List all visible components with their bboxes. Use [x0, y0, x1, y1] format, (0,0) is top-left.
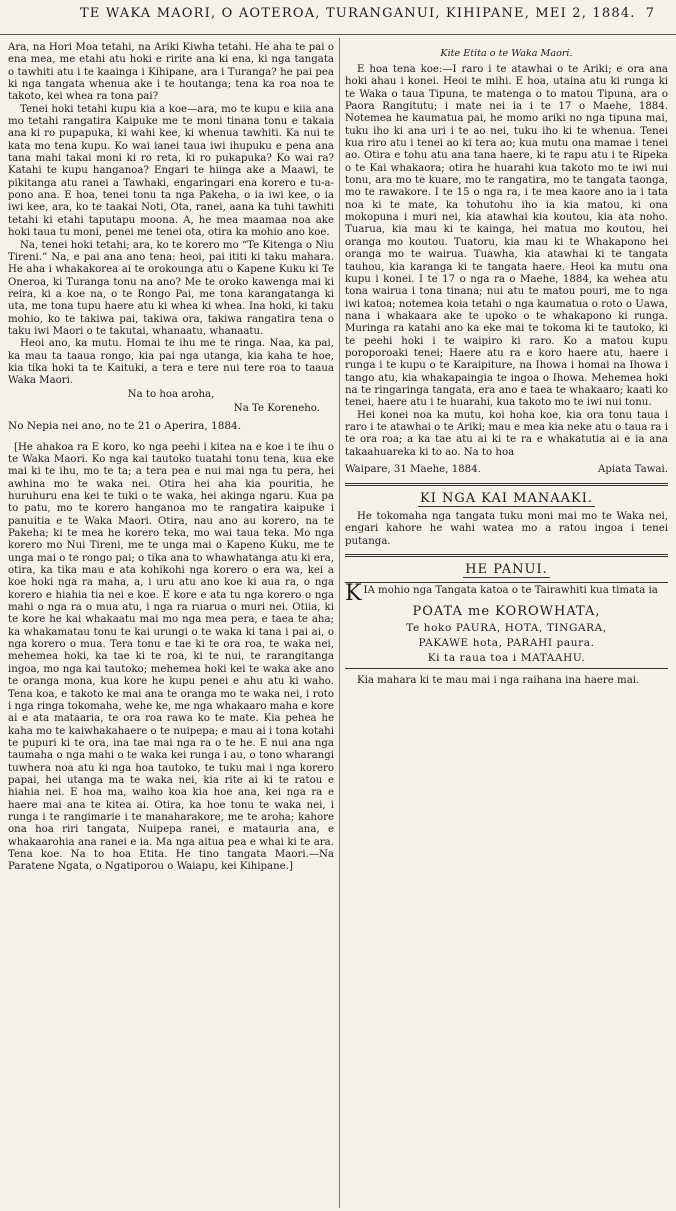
letter-paragraph: E hoa tena koe:—I raro i te atawhai o te Ariki; e ora ana hoki ahau i konei. Heoi te mihi. E hoa, utaina atu ki runga ki te Waka o taua Tipuna, te matenga o to matou Tipuna, ara o Paora Rangitutu; i mate nei ia i te 17 o Maehe, 1884. Notemea he kaumatua pai, he momo ariki no nga tipuna mai, tuku iho ki ana uri i te ao nei, tuku iho ki te whenua. Tenei kua riro atu i tenei ao ki tera ao; kua mutu ona mamae i tenei ao. Otira e tohu atu ana tana haere, ki te rapu atu i te Ripeka o te Kai whakaora; otira he huarahi kua takoto mo te iwi nui tonu, ara mo te kuare, mo te rangatira, mo te tangata taonga, mo te rawakore. I te 15 o nga ra, i te mea kaore ano ia i tata noa ki te mate, ka tohutohu iho ia kia matou, ki ona mokopuna i muri nei, kia atawhai kia koutou, kia ata noho. Tuarua, kia mau ki te kainga, hei matua mo koutou, hei oranga mo koutou. Tuatoru, kia mau ki te Whakapono hei oranga mo te wairua. Tuawha, kia atawhai ki te tangata tauhou, kia karanga ki te tangata haere. Heoi ka mutu ona kupu i konei. I te 17 o nga ra o Maehe, 1884, ka wehea atu tona wairua i tona tinana; nui atu te matou pouri, me to nga iwi katoa; notemea koia tetahi o nga kaumatua o roto o Uawa, nana i whakaara ake te upoko o te whakapono ki runga. Muringa ra katahi ano ka eke mai te tokoma ki te tautoko, ki te peehi hoki i te waipiro ki raro. Ko a matou kupu poroporoaki tenei; Haere atu ra e koro haere atu, haere i runga i te kupu o te Karaipiture, na Ihowa i homai na Ihowa i tango atu, kia whakapaingia te ingoa o Ihowa. Mehemea hoki na te ringaringa tangata, era ano e taea te whakaaro; kaati ko tenei, haere atu i te huarahi, kua takoto mo te iwi nui tonu. — [345, 64, 668, 409]
newspaper-title: TE WAKA MAORI, O AOTEROA, TURANGANUI, KIHIPANE, MEI 2, 1884. — [80, 6, 636, 21]
notice-kai-manaaki — [345, 490, 668, 548]
letter-tawai — [345, 64, 668, 477]
editor-note — [8, 442, 334, 874]
letter-koreneho — [8, 42, 334, 434]
left-column — [8, 42, 334, 1207]
advertisement-box — [345, 582, 668, 669]
letter-heading: Kite Etita o te Waka Maori. — [440, 48, 573, 59]
letter-signature: Na Te Koreneho. — [233, 402, 320, 414]
letter-paragraph: Tenei hoki tetahi kupu kia a koe—ara, mo te kupu e kiia ana mo tetahi rangatira Kaipuke me te moni tinana tonu e takaia ana ki ro pupapuka, ki wahi kee, ki whenua tawhiti. Ka nui te kata mo tena kupu. Ko wai ianei taua iwi ihupuku e pena ana tana mahi takai moni ki ro reta, ki ro pukapuka? Ko wai ra? Katahi te kupu hanganoa? Engari te hiinga ake a Maawi, te pikitanga atu ranei a Tawhaki, engaringari ena korero e tu-a-pono ana. E hoa, tenei tonu ta nga Pakeha, o ia iwi kee, o ia iwi kee, ara, ko te taakai Noti, Ota, ranei, aana ka tuhi tawhiti tetahi ki etahi taputapu moona. A, he mea maamaa noa ake hoki taua tu moni, penei me tenei ota, otira ka mohio ano koe. — [8, 103, 334, 239]
drop-cap: K — [345, 581, 362, 607]
ad-intro: IA mohio nga Tangata katoa o te Tairawhiti kua timata ia — [363, 585, 658, 597]
notice-body: He tokomaha nga tangata tuku moni mai mo te Waka nei, engari kahore he wahi watea mo a ratou ingoa i tenei putanga. — [345, 511, 668, 547]
letter-dateline: No Nepia nei ano, no te 21 o Aperira, 1884. — [8, 419, 242, 432]
notice-he-panui — [345, 561, 668, 687]
letter-paragraph: Heoi ano, ka mutu. Homai te ihu me te ringa. Naa, ka pai, ka mau ta taaua rongo, kia pai nga utanga, kia kaha te hoe, kia tika hoki ta te Kaituki, a tera e tere nui tere roa to taaua Waka Maori. — [8, 338, 334, 387]
letter-dateline: Waipare, 31 Maehe, 1884. — [345, 464, 481, 475]
page-number: 7 — [645, 6, 654, 21]
right-column — [345, 42, 668, 1207]
column-divider — [339, 38, 340, 1208]
letter-paragraph: Na, tenei hoki tetahi; ara, ko te korero mo “Te Kitenga o Niu Tireni.” Na, e pai ana ano tena: heoi, pai ititi ki taku mahara. He aha i whakakorea ai te orokounga atu o Kapene Kuku ki Te Oneroa, ki Turanga tonu na ano? Me te oroko kawenga mai ki reira, ki a koe na, o te Rongo Pai, me tona karangatanga ki uta, me tona tupu haere atu ki whea ki whea. Ina hoki, ki taku mohio, ko te takiwa pai, takiwa ora, takiwa rangatira tena o taku iwi Maori o te takutai, whanaatu, whanaatu. — [8, 239, 334, 337]
ad-merchants: POATA me KOROWHATA, — [412, 604, 601, 620]
notice-heading: KI NGA KAI MANAAKI. — [420, 491, 593, 506]
masthead — [0, 0, 676, 35]
ad-store-line: Ki ta raua toa i MATAAHU. — [427, 652, 586, 665]
section-rule — [345, 483, 668, 486]
letter-paragraph: Ara, na Hori Moa tetahi, na Ariki Kiwha tetahi. He aha te pai o ena mea, me etahi atu hoki e ririte ana ki ena, ki nga tangata o tawhiti atu i te kaainga i Kihipane, ara i Turanga? he pai pea ki nga tangata whenua ake i te houtanga; tena ka roa noa te takoto, kei whea ra tona pai? — [8, 42, 334, 103]
editor-note-paragraph: [He ahakoa ra E koro, ko nga peehi i kitea na e koe i te ihu o te Waka Maori. Ko nga kai tautoko tuatahi tonu tena, kua eke mai ki te ihu, mo te ta; a tera pea e nui mai nga tu pera, hei awhina mo te waka nei. Otira hei aha kia pouritia, he huruhuru ena kei te tuki o te waka, hei akinga ngaru. Kua pa to patu, mo te korero hanganoa mo te rangatira kaipuke i panuitia e te Waka Maori. Otira, nau ano au korero, na te Pakeha; ki te mea he korero teka, mo wai taua teka. Mo nga korero mo Nui Tireni, me te unga mai o Kapeno Kuku, me te unga mai o te rongo pai; o tika ana to whawhatanga atu ki era, otira, ka tika mau e ata kohikohi nga korero o era wa, kei a koe hoki nga ra maha, a, i uru atu ano koe ki aua ra, o nga korero e hiahia tia nei e koe. E kore e ata tu nga korero o nga mahi o nga ra o mua atu, i nga ra ruarua o muri nei. Otiia, ki te kore he kai whakaatu mai mo nga mea pera, e taea te aha; ka whakamatau tonu te kai urungi o te waka ki tana i pai ai, o nga korero o mua. Tera tonu e tae ki te ora roa, te waka nei, mehemea hoki, ka tae ki te roa, ki te nui, te rarangitanga ingoa, mo nga kai tautoko; mehemea hoki kei te waka ake ano te oranga mona, kua kore he kupu penei e ahu atu ki waho. Tena koa, e takoto ke mai ana te oranga mo te waka nei, i roto i nga ringa tokomaha, wehe ke, me nga whakaaro maha e kore ai e ata mataaria, te ora roa rawa ko te mate. Kia pehea he kaha mo te kaiwhakahaere o te nuipepa; e mau ai i tona kotahi te pupuri ki te ora, ina tae mai nga ra o te he. E nui ana nga taumaha o nga mahi o te waka kei runga i au, o tono wharangi tuwhera noa atu ki nga hoa tautoko, te tuku mai i nga korero papai, hei utanga ma te waka nei, kia rite ai ki te ratou e hiahia nei. E hoa ma, waiho koa kia hoe ana, kei nga ra e haere mai ana te kitea ai. Otira, ka hoe tonu te waka nei, i runga i te rangimarie i te manaharakore, me te aroha; kahore ona hoa riri tangata, Nuipepa ranei, e matauria ana, e whakaarohia ana ranei e ia. Ma nga aitua pea e whai ki te ara. Tena koe. Na to hoa Etita. He tino tangata Maori.—Na Paratene Ngata, o Ngatiporou o Waiapu, kei Kihipane.] — [8, 441, 334, 873]
ad-footer: Kia mahara ki te mau mai i nga raihana ina haere mai. — [357, 675, 640, 687]
letter-signature: Apiata Tawai. — [598, 464, 668, 475]
letter-paragraph: Hei konei noa ka mutu, koi hoha koe, kia ora tonu taua i raro i te atawhai o te Ariki; mau e mea kia neke atu o taua ra i te ora roa; a ka tae atu ai ki te ra e whakatutia ai e ia ana takaahuareka ki to ao. Na to hoa — [345, 409, 668, 458]
notice-heading: HE PANUI. — [465, 562, 548, 578]
ad-goods-line: Te hoko PAURA, HOTA, TINGARA, — [406, 622, 607, 635]
section-rule — [345, 554, 668, 557]
ad-goods-line: PAKAWE hota, PARAHI paura. — [418, 637, 595, 650]
letter-closing: Na to hoa aroha, — [127, 388, 215, 400]
